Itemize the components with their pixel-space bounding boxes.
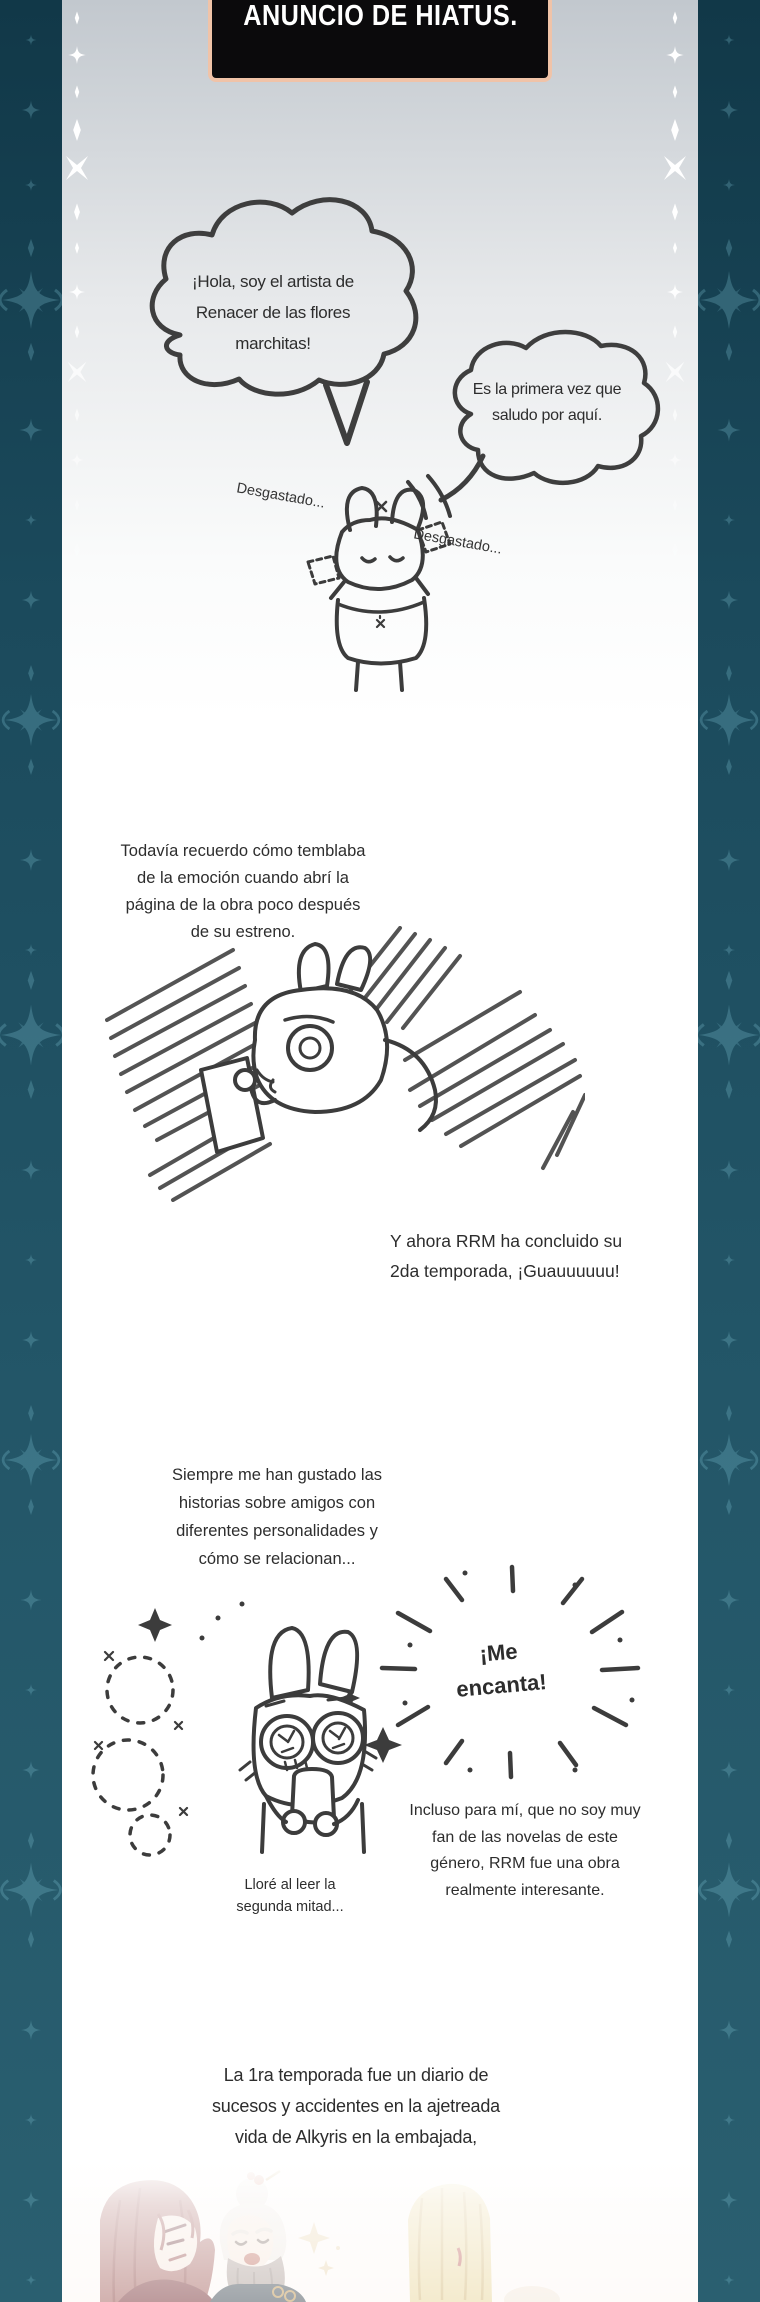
text-line: diferentes personalidades y: [176, 1522, 378, 1540]
artist-bubble-text: [153, 266, 393, 359]
text-line: Y ahora RRM ha concluido su: [390, 1231, 623, 1251]
worn-label-right: Desgastado...: [412, 526, 504, 558]
rabbit-left-ear: [270, 1628, 308, 1698]
text-line: cómo se relacionan...: [198, 1550, 356, 1568]
shake-motion-lines: [408, 476, 450, 518]
text-line: ¡Hola, soy el artista de: [192, 272, 354, 291]
decorative-border-left: [0, 0, 62, 2302]
text-line: género, RRM fue una obra: [430, 1855, 620, 1872]
sparkling-eyes-rabbit-doodle: [80, 1580, 410, 1880]
bottom-illustration: [62, 2160, 698, 2302]
pants-waistband: [338, 602, 424, 612]
white-ornament-chain-left: [65, 0, 89, 720]
text-line: Siempre me han gustado las: [171, 1466, 383, 1484]
text-line: saludo por aquí.: [492, 407, 602, 424]
rabbit-paw: [235, 1070, 255, 1090]
text-line: Lloré al leer la: [244, 1877, 336, 1893]
worn-label-left: Desgastado...: [235, 480, 327, 512]
conclusion-text: [390, 1226, 680, 1286]
text-line: La 1ra temporada fue un diario de: [223, 2065, 489, 2085]
text-line: sucesos y accidentes en la ajetreada: [212, 2096, 500, 2116]
border-ornaments-left: [0, 0, 62, 2302]
text-line: Es la primera vez que: [472, 381, 622, 398]
text-line: historias sobre amigos con: [178, 1494, 376, 1512]
text-line: Todavía recuerdo cómo temblaba: [120, 842, 366, 860]
phone-reading-rabbit-doodle: [105, 920, 585, 1210]
text-line: realmente interesante.: [445, 1881, 605, 1899]
rabbit-left-ear: [299, 944, 329, 992]
closed-eyes: [362, 557, 403, 562]
decorative-border-right: [698, 0, 760, 2302]
border-ornaments-right: [698, 0, 760, 2302]
greeting-bubble-text: [447, 377, 647, 429]
text-line: ¡Me: [478, 1638, 519, 1667]
dashed-bubble-circles: [93, 1657, 173, 1855]
text-line: vida de Alkyris en la embajada,: [235, 2127, 477, 2147]
rabbit-legs: [356, 662, 402, 690]
rabbit-right-ear: [337, 947, 370, 990]
sparkle-icon: [377, 502, 386, 511]
hiatus-banner-title: ANUNCIO DE HIATUS.: [242, 0, 518, 32]
rabbit-right-ear: [320, 1632, 357, 1692]
hiatus-banner: [208, 0, 552, 82]
text-line: de su estreno.: [190, 923, 296, 941]
text-line: Renacer de las flores: [195, 303, 351, 322]
opinion-text: [375, 1798, 675, 1904]
rabbit-body: [385, 1040, 436, 1130]
season-summary-text: [146, 2060, 566, 2153]
text-line: 2da temporada, ¡Guauuuuuu!: [390, 1261, 620, 1281]
dots: [200, 1602, 245, 1641]
text-line: Incluso para mí, que no soy muy: [409, 1802, 641, 1819]
worn-out-rabbit-doodle: [230, 470, 520, 700]
white-fade-overlay: [62, 2160, 698, 2302]
text-line: página de la obra poco después: [125, 896, 361, 914]
text-line: encanta!: [455, 1669, 548, 1702]
stitch-mark: [377, 616, 384, 627]
text-line: marchitas!: [235, 334, 311, 353]
cried-text: [190, 1874, 390, 1918]
patch-left: [308, 556, 339, 584]
text-line: de la emoción cuando abrí la: [137, 869, 349, 887]
text-line: segunda mitad...: [236, 1899, 344, 1915]
text-line: fan de las novelas de este: [432, 1828, 618, 1846]
